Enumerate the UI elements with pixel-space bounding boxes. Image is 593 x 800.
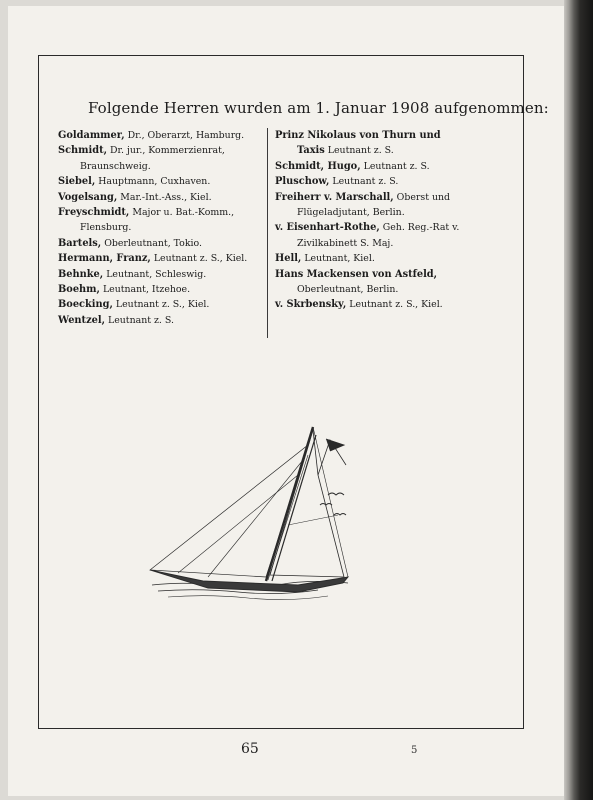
member-details: Leutnant z. S., Kiel. bbox=[153, 253, 248, 265]
member-entry bbox=[275, 267, 463, 298]
member-details: Leutnant z. S. bbox=[327, 145, 394, 157]
member-name: Hermann, Franz, bbox=[58, 253, 151, 265]
member-name: Behnke, bbox=[58, 268, 104, 280]
sailboat-illustration bbox=[148, 405, 358, 605]
member-entry bbox=[275, 128, 463, 159]
member-name: Schmidt, Hugo, bbox=[275, 160, 361, 172]
member-name: Bartels, bbox=[58, 237, 102, 249]
member-name: Hell, bbox=[275, 253, 302, 265]
member-details: Oberleutnant, Berlin. bbox=[297, 284, 399, 296]
member-name: Freiherr v. Marschall, bbox=[275, 191, 394, 203]
member-details: Dr. jur., Kommerzienrat, Braunschweig. bbox=[80, 145, 225, 172]
member-details: Mar.-Int.-Ass., Kiel. bbox=[120, 191, 212, 203]
signature-mark: 5 bbox=[411, 745, 418, 756]
member-name: Prinz Nikolaus von Thurn und Taxis bbox=[275, 130, 441, 157]
member-details: Leutnant z. S. bbox=[108, 314, 174, 326]
page-number: 65 bbox=[241, 741, 259, 757]
member-entry bbox=[275, 220, 463, 251]
member-entry bbox=[58, 313, 273, 328]
member-details: Geh. Reg.-Rat v. Zivilkabinett S. Maj. bbox=[297, 222, 460, 249]
member-details: Major u. Bat.-Komm., Flensburg. bbox=[80, 207, 235, 234]
member-details: Leutnant z. S., Kiel. bbox=[349, 299, 443, 311]
member-name: Hans Mackensen von Astfeld, bbox=[275, 268, 438, 280]
member-name: Goldammer, bbox=[58, 130, 125, 141]
member-entry bbox=[58, 143, 273, 174]
right-member-column bbox=[275, 128, 463, 313]
member-entry bbox=[275, 190, 463, 221]
member-entry bbox=[275, 297, 463, 312]
member-name: v. Skrbensky, bbox=[275, 299, 347, 311]
member-name: Freyschmidt, bbox=[58, 207, 130, 219]
member-entry bbox=[58, 128, 273, 143]
column-divider bbox=[267, 128, 268, 338]
left-member-column bbox=[58, 128, 273, 328]
member-details: Leutnant z. S. bbox=[363, 160, 430, 172]
member-details: Oberst und Flügeladjutant, Berlin. bbox=[297, 191, 451, 219]
member-details: Oberleutnant, Tokio. bbox=[104, 237, 202, 249]
member-entry bbox=[58, 282, 273, 297]
member-entry bbox=[275, 174, 463, 189]
member-entry bbox=[58, 236, 273, 251]
member-entry bbox=[58, 174, 273, 189]
member-name: Pluschow, bbox=[275, 176, 330, 188]
page-heading: Folgende Herren wurden am 1. Januar 1908 aufgenommen: bbox=[88, 99, 549, 117]
member-name: v. Eisenhart-Rothe, bbox=[275, 222, 380, 234]
member-entry bbox=[58, 297, 273, 312]
member-details: Dr., Oberarzt, Hamburg. bbox=[127, 130, 245, 141]
member-details: Leutnant, Itzehoe. bbox=[102, 284, 191, 296]
member-details: Hauptmann, Cuxhaven. bbox=[98, 176, 211, 188]
member-name: Schmidt, bbox=[58, 145, 108, 157]
member-name: Boecking, bbox=[58, 299, 113, 311]
member-name: Siebel, bbox=[58, 176, 96, 188]
member-details: Leutnant, Kiel. bbox=[304, 253, 375, 265]
member-name: Boehm, bbox=[58, 284, 100, 296]
member-entry bbox=[275, 251, 463, 266]
member-details: Leutnant, Schleswig. bbox=[106, 268, 207, 280]
member-entry bbox=[58, 190, 273, 205]
member-name: Wentzel, bbox=[58, 314, 106, 326]
member-entry bbox=[58, 251, 273, 266]
member-entry bbox=[275, 159, 463, 174]
member-name: Vogelsang, bbox=[58, 191, 118, 203]
member-entry bbox=[58, 267, 273, 282]
member-details: Leutnant z. S., Kiel. bbox=[115, 299, 210, 311]
member-details: Leutnant z. S. bbox=[332, 176, 399, 188]
book-binding-shadow bbox=[564, 0, 593, 800]
member-entry bbox=[58, 205, 273, 236]
